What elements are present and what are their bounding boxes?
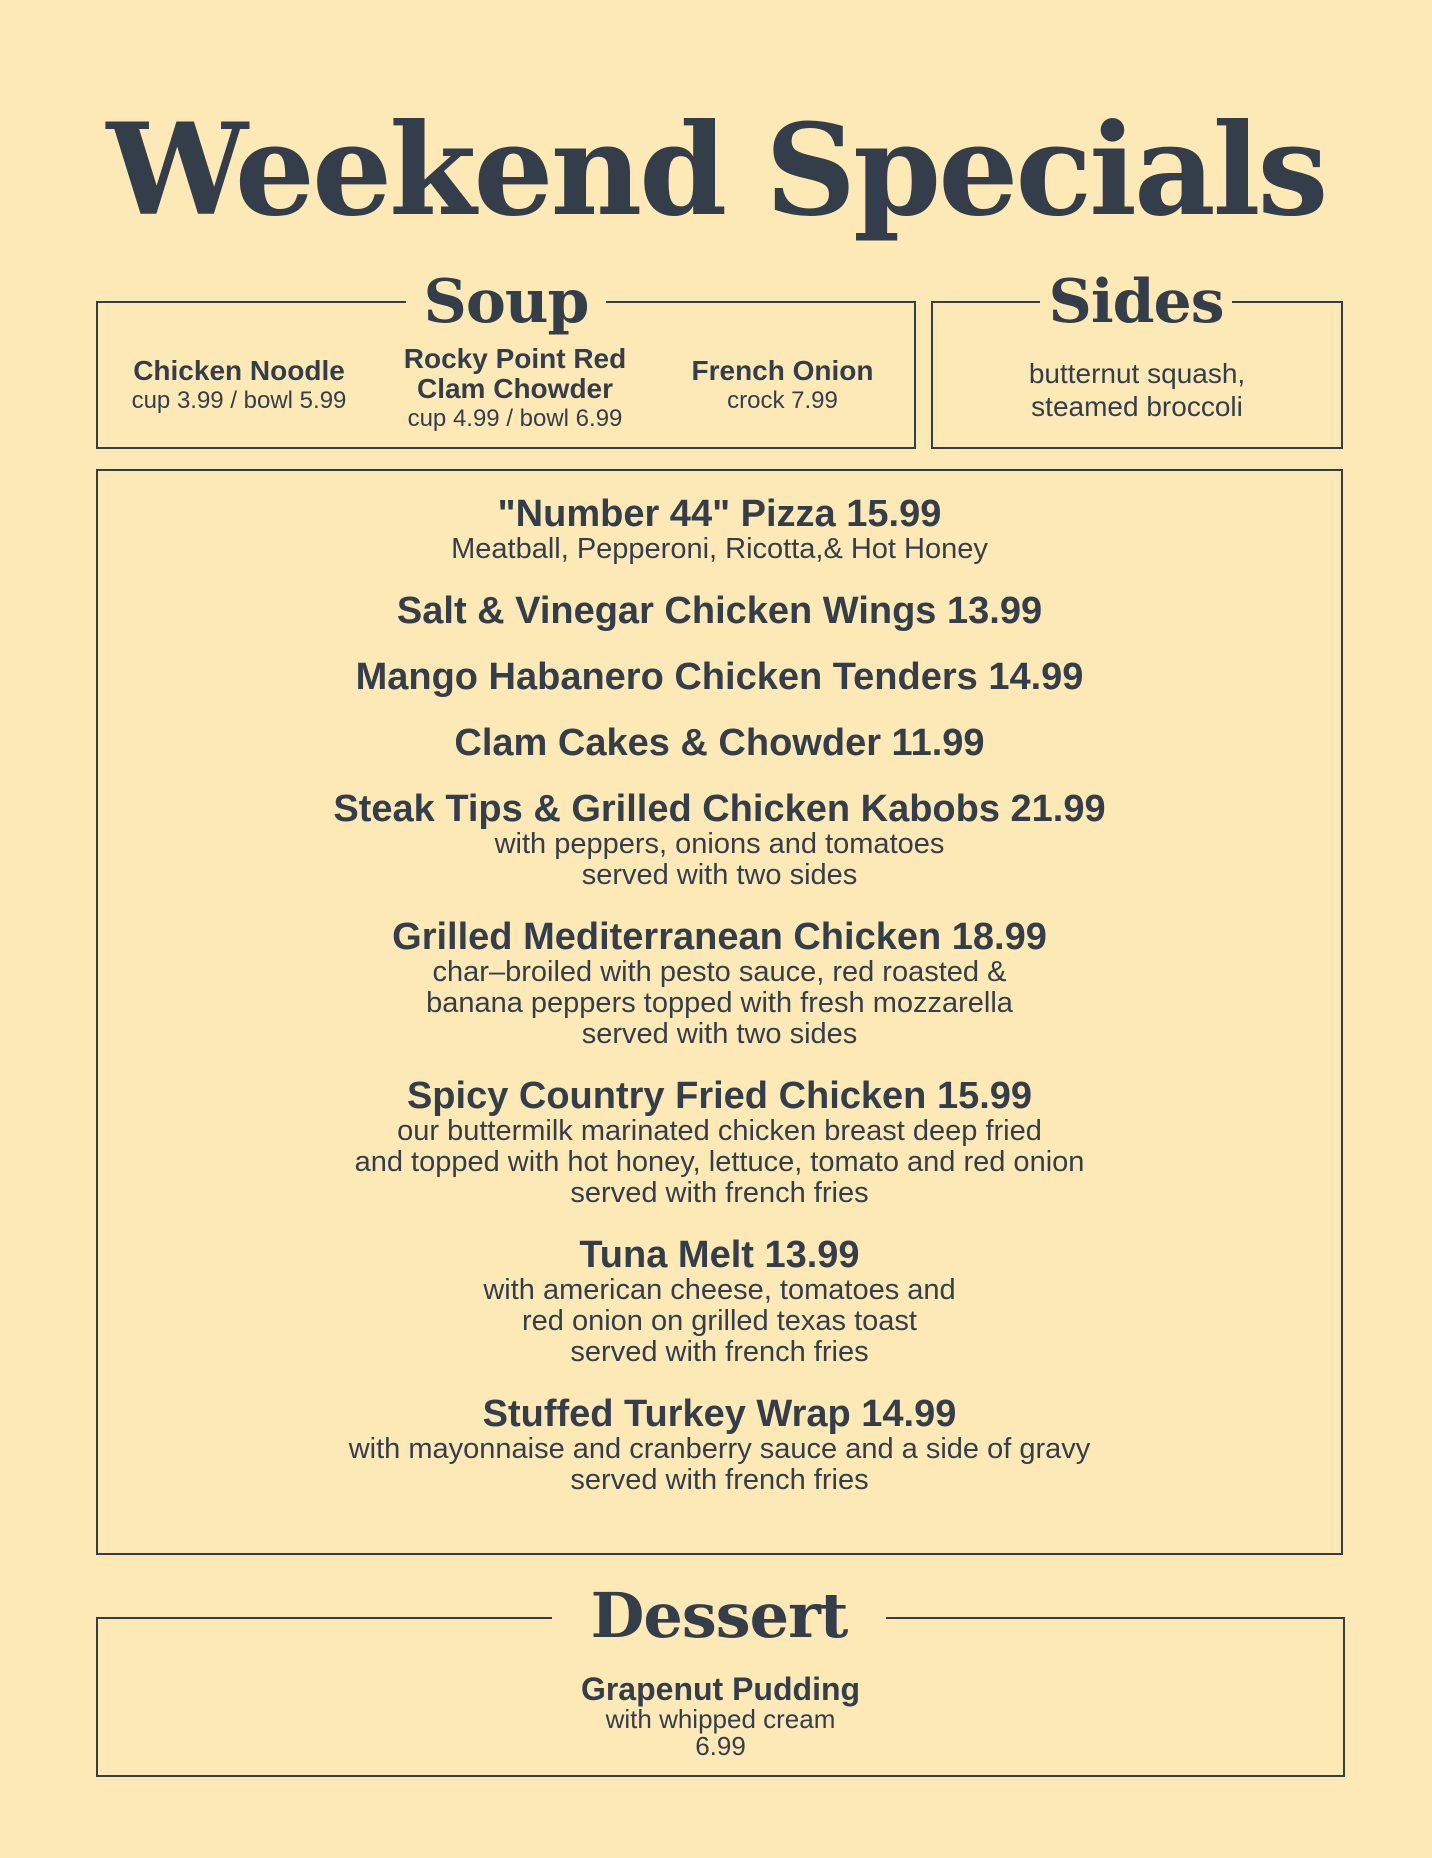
dish-name: "Number 44" Pizza 15.99 bbox=[497, 493, 942, 535]
dish-item bbox=[96, 1235, 1343, 1368]
page-title: Weekend Specials bbox=[106, 96, 1326, 244]
dish-item bbox=[96, 917, 1343, 1050]
dessert-item bbox=[96, 1672, 1345, 1760]
dish-name: Grilled Mediterranean Chicken 18.99 bbox=[392, 916, 1047, 958]
dish-name: Mango Habanero Chicken Tenders 14.99 bbox=[355, 656, 1084, 698]
dish-item bbox=[96, 789, 1343, 891]
soup-item-price: cup 3.99 / bowl 5.99 bbox=[131, 387, 347, 414]
sides-list bbox=[935, 357, 1339, 423]
dessert-description: with whipped cream bbox=[605, 1704, 836, 1734]
dessert-price: 6.99 bbox=[695, 1731, 746, 1761]
dish-name: Clam Cakes & Chowder 11.99 bbox=[454, 722, 985, 764]
dish-description: with mayonnaise and cranberry sauce and a side of gravy served with french fries bbox=[348, 1433, 1091, 1496]
dish-description: char–broiled with pesto sauce, red roasted & banana peppers topped with fresh mozzarella served with two sides bbox=[426, 956, 1013, 1050]
sides-heading: Sides bbox=[1040, 266, 1232, 338]
soup-item-price: cup 4.99 / bowl 6.99 bbox=[407, 405, 623, 432]
dish-item bbox=[96, 591, 1343, 631]
dish-item bbox=[96, 723, 1343, 763]
soup-item-name: French Onion bbox=[691, 355, 874, 386]
soup-item-chicken-noodle bbox=[104, 356, 374, 416]
dish-item bbox=[96, 657, 1343, 697]
dish-name: Tuna Melt 13.99 bbox=[579, 1234, 860, 1276]
sides-line: butternut squash, bbox=[1028, 358, 1246, 389]
dish-description: with american cheese, tomatoes and red onion on grilled texas toast served with french fries bbox=[483, 1274, 956, 1368]
soup-item-french-onion bbox=[660, 356, 905, 416]
soup-item-name-line2: Clam Chowder bbox=[416, 373, 614, 404]
sides-line: steamed broccoli bbox=[1031, 391, 1243, 422]
soup-item-name-line1: Rocky Point Red bbox=[403, 343, 627, 374]
dish-description: with peppers, onions and tomatoes served with two sides bbox=[494, 828, 945, 891]
dish-item bbox=[96, 1076, 1343, 1209]
mains-list bbox=[96, 494, 1343, 1522]
soup-item-price: crock 7.99 bbox=[727, 387, 838, 414]
dessert-heading: Dessert bbox=[552, 1578, 886, 1654]
soup-heading: Soup bbox=[406, 266, 606, 338]
dish-item bbox=[96, 1394, 1343, 1496]
soup-item-clam-chowder bbox=[375, 344, 655, 434]
dish-name: Salt & Vinegar Chicken Wings 13.99 bbox=[396, 590, 1043, 632]
dish-name: Spicy Country Fried Chicken 15.99 bbox=[406, 1075, 1033, 1117]
dish-description: Meatball, Pepperoni, Ricotta,& Hot Honey bbox=[451, 533, 988, 565]
dish-item bbox=[96, 494, 1343, 565]
soup-item-name: Chicken Noodle bbox=[133, 355, 345, 386]
dish-description: our buttermilk marinated chicken breast deep fried and topped with hot honey, lettuce, tomato and red onion served with french fries bbox=[354, 1115, 1085, 1209]
dish-name: Stuffed Turkey Wrap 14.99 bbox=[482, 1393, 957, 1435]
dish-name: Steak Tips & Grilled Chicken Kabobs 21.99 bbox=[333, 788, 1106, 830]
dessert-name: Grapenut Pudding bbox=[580, 1671, 861, 1707]
